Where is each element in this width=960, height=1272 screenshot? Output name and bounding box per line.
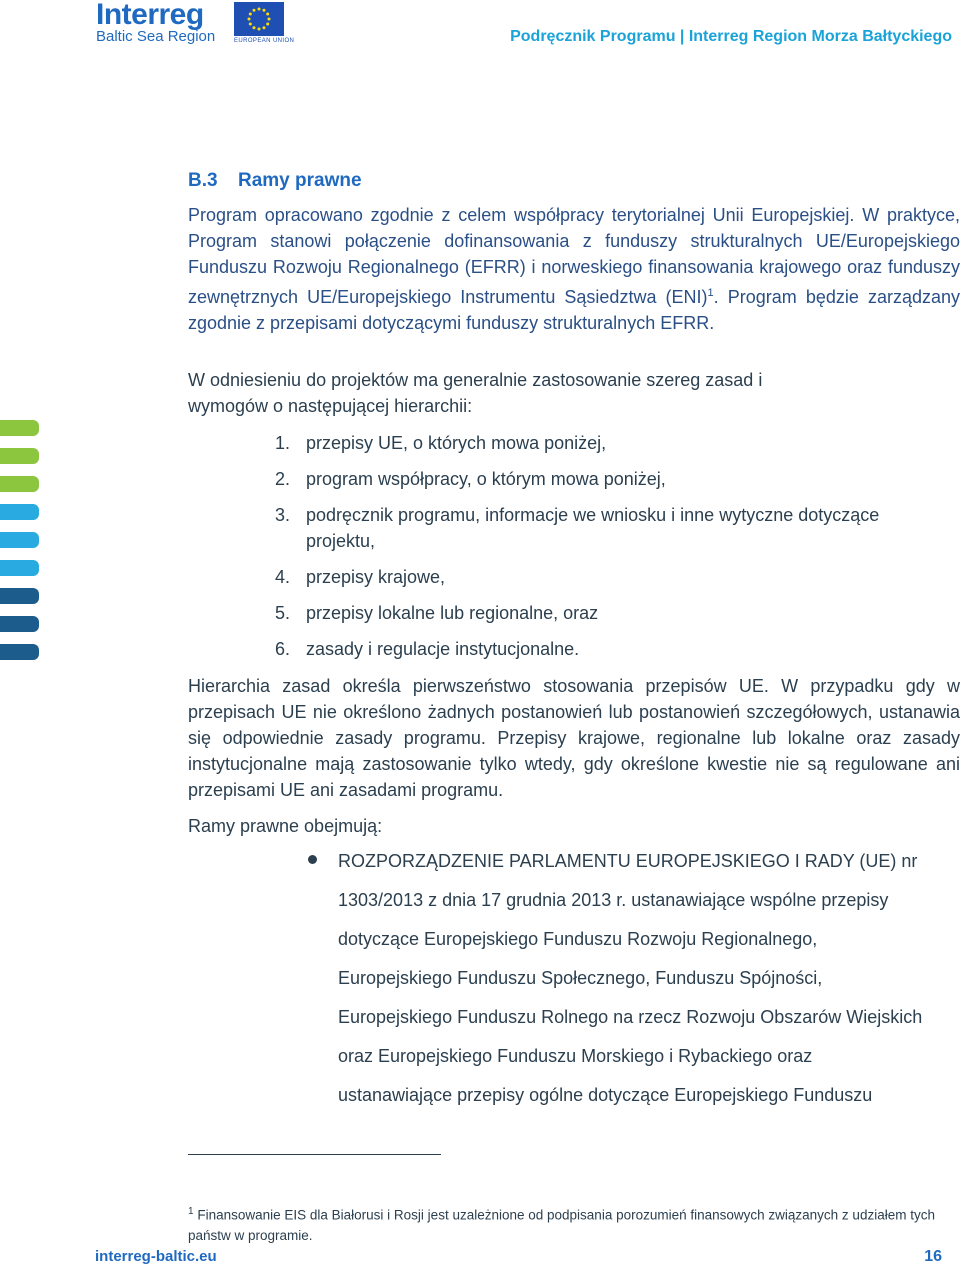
list-item-number: 1. [275,433,291,453]
list-item-number: 4. [275,567,291,587]
footnote-text: Finansowanie EIS dla Białorusi i Rosji jest uzależnione od podpisania porozumień finansowych związanych z udziałem tych państw w programie. [188,1207,935,1243]
hierarchy-list [275,430,960,662]
list-item-text: podręcznik programu, informacje we wniosku i inne wytyczne dotyczące projektu, [306,505,880,551]
list-item-text: przepisy krajowe, [306,567,446,587]
footnote-separator [188,1154,441,1155]
regulation-line: 1303/2013 z dnia 17 grudnia 2013 r. ustanawiające wspólne przepisy [338,890,889,910]
footnote [188,1202,953,1246]
list-item-text: przepisy UE, o których mowa poniżej, [306,433,607,453]
paragraph-hierarchy-explanation: Hierarchia zasad określa pierwszeństwo stosowania przepisów UE. W przypadku gdy w przepisach UE nie określono żadnych postanowień lub postanowień szczegółowych, ustanawia się odpowiednie zasady programu. Przepisy krajowe, regionalne lub lokalne oraz zasady instytucjonalne mają zastosowanie tylko wtedy, gdy określone kwestie nie są regulowane ani przepisami UE ani zasadami programu. [188,676,960,800]
footer-site-link[interactable]: interreg-baltic.eu [95,1248,217,1265]
list-item-number: 3. [275,505,291,525]
paragraph-hierarchy-intro: W odniesieniu do projektów ma generalnie zastosowanie szereg zasad i wymogów o następującej hierarchii: [188,370,763,416]
list-item-text: zasady i regulacje instytucjonalne. [306,639,580,659]
footnote-ref[interactable]: 1 [707,287,714,299]
paragraph-tail: . Program będzie zarządzany zgodnie z przepisami dotyczącymi funduszy strukturalnych EFRR. [188,287,960,333]
stripe [0,560,39,576]
list-item-text: program współpracy, o którym mowa poniżej, [306,469,666,489]
list-item [275,430,960,456]
interreg-logo [96,0,296,50]
list-item-text: przepisy lokalne lub regionalne, oraz [306,603,599,623]
list-item [275,564,960,590]
stripe [0,448,39,464]
section-heading [188,170,362,192]
stripe [0,588,39,604]
list-item [275,600,960,626]
regulation-line: dotyczące Europejskiego Funduszu Rozwoju Regionalnego, [338,929,818,949]
stripe [0,644,39,660]
logo-title: Interreg [96,0,204,31]
eu-caption: EUROPEAN UNION [234,38,295,44]
regulation-line: ROZPORZĄDZENIE PARLAMENTU EUROPEJSKIEGO I RADY (UE) nr [338,851,918,871]
running-header-title: Podręcznik Programu | Interreg Region Morza Bałtyckiego [510,28,952,45]
bullet-icon [308,855,317,864]
list-item-number: 6. [275,639,291,659]
regulation-line: Europejskiego Funduszu Rolnego na rzecz Rozwoju Obszarów Wiejskich [338,1007,923,1027]
regulation-item [338,842,938,1115]
regulation-line: ustanawiające przepisy ogólne dotyczące Europejskiego Funduszu [338,1085,873,1105]
stripe [0,532,39,548]
list-item [275,502,936,554]
stripe [0,504,39,520]
stripe [0,616,39,632]
footnote-number: 1 [188,1206,194,1217]
section-number: B.3 [188,170,218,191]
regulation-line: Europejskiego Funduszu Społecznego, Funduszu Spójności, [338,968,823,988]
list-item [275,466,960,492]
section-title: Ramy prawne [238,170,362,191]
page-number: 16 [924,1248,942,1265]
list-item-number: 2. [275,469,291,489]
paragraph-text: Program opracowano zgodnie z celem współpracy terytorialnej Unii Europejskiej. W praktyce, Program stanowi połączenie dofinansowania z funduszy strukturalnych UE/Europejskiego Funduszu Rozwoju Regionalnego (EFRR) i norweskiego finansowania krajowego oraz funduszy zewnętrznych UE/Europejskiego Instrumentu Sąsiedztwa (ENI) [188,205,960,307]
paragraph-legal-basis [188,202,960,336]
stripe [0,476,39,492]
eu-flag-icon [234,2,284,36]
logo-subtitle: Baltic Sea Region [96,28,216,45]
regulation-line: oraz Europejskiego Funduszu Morskiego i Rybackiego oraz [338,1046,813,1066]
stripe [0,420,39,436]
list-item-number: 5. [275,603,291,623]
list-item [275,636,960,662]
paragraph-legal-framework-intro: Ramy prawne obejmują: [188,816,383,836]
